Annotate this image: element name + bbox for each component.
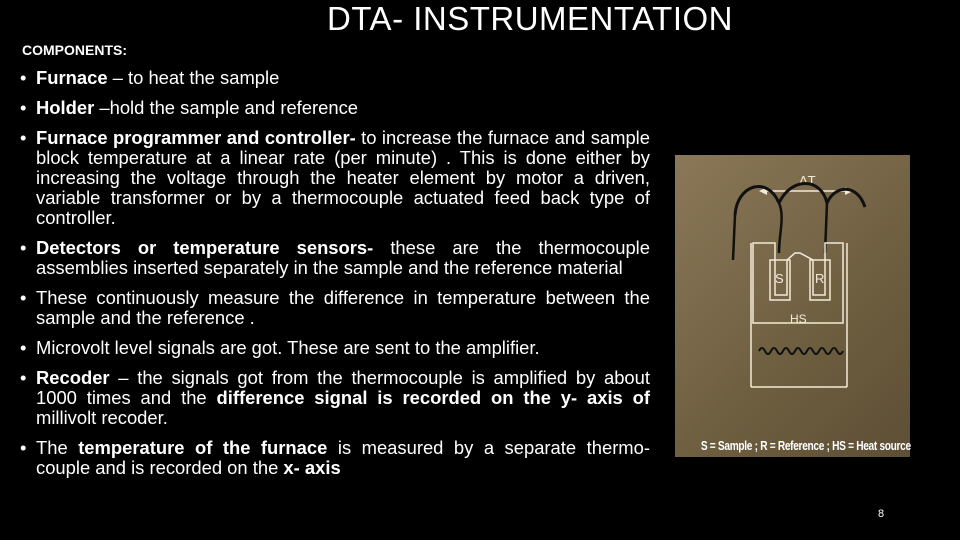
bullet-text: these are the thermocouple assemblies inserted separately in the sample and the reference material: [36, 237, 650, 278]
bullet-text: Microvolt level signals are got. These are sent to the amplifier.: [36, 337, 540, 358]
bullet-bold-text: x- axis: [283, 457, 341, 478]
components-heading: COMPONENTS:: [22, 42, 127, 58]
bullet-text: is measured by a separate thermo-couple and is recorded on the: [36, 437, 650, 478]
page-number: 8: [878, 508, 885, 520]
bullet-text: to increase the furnace and sample block temperature at a linear rate (per minute) . This is done either by increasing the voltage through the heater element by motor a driven, variable transformer or by a thermocouple actuated feed back type of controller.: [36, 127, 650, 228]
bullet-dot: •: [20, 127, 27, 148]
bullet-dot: •: [20, 337, 27, 358]
bullet-text: – to heat the sample: [107, 67, 280, 88]
bullet-text: The: [36, 437, 79, 458]
bullet-dot: •: [20, 367, 27, 388]
bullet-bold-text: Recoder: [36, 367, 110, 388]
bullet-bold-text: Holder: [36, 97, 95, 118]
dta-diagram-image: [675, 155, 910, 457]
bullet-item: [20, 68, 650, 88]
bullet-bold-text: temperature of the furnace: [78, 437, 328, 458]
bullet-dot: •: [20, 237, 27, 258]
bullet-dot: •: [20, 437, 27, 458]
bullet-item: [20, 128, 650, 228]
bullet-item: [20, 238, 650, 278]
dta-diagram-svg: [675, 155, 910, 457]
bullet-text: – the signals got from the thermocouple is amplified by about 1000 times and the: [36, 367, 650, 408]
page-title: DTA- INSTRUMENTATION: [327, 0, 733, 37]
sample-label: S: [775, 271, 784, 286]
bullet-item: [20, 438, 650, 478]
bullet-bold-text: difference signal is recorded on the y- axis of: [216, 387, 650, 408]
bullet-item: [20, 288, 650, 328]
heat-source-label: HS: [790, 312, 807, 326]
delta-t-label: ΔT: [799, 173, 816, 188]
bullet-item: [20, 98, 650, 118]
bullet-text: –hold the sample and reference: [94, 97, 359, 118]
figure-caption: S = Sample ; R = Reference ; HS = Heat source: [700, 438, 911, 453]
reference-label: R: [815, 271, 825, 286]
bullet-text: These continuously measure the difference in temperature between the sample and the reference .: [36, 287, 650, 328]
bullet-bold-text: Furnace programmer and controller-: [36, 127, 356, 148]
bullet-dot: •: [20, 67, 27, 88]
bullet-bold-text: Furnace: [36, 67, 108, 88]
bullet-list: [20, 68, 650, 488]
bullet-item: [20, 368, 650, 428]
bullet-dot: •: [20, 97, 27, 118]
bullet-text: millivolt recoder.: [36, 407, 168, 428]
bullet-bold-text: Detectors or temperature sensors-: [36, 237, 374, 258]
bullet-item: [20, 338, 650, 358]
bullet-dot: •: [20, 287, 27, 308]
